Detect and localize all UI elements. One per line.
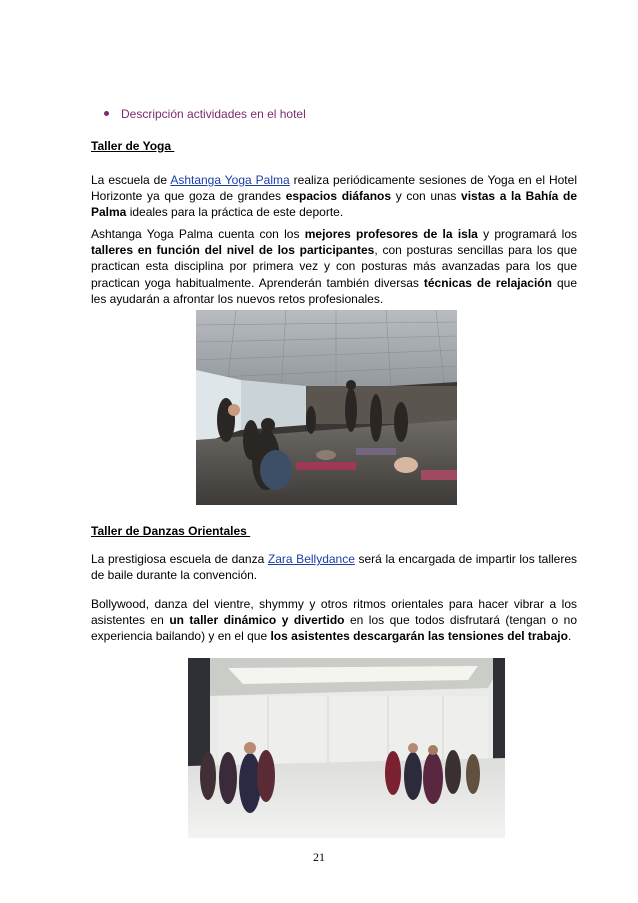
yoga-class-photo [196, 310, 457, 505]
bullet-dot-icon [104, 111, 109, 116]
link-zara-bellydance[interactable]: Zara Bellydance [267, 552, 355, 566]
link-ashtanga-yoga-palma[interactable]: Ashtanga Yoga Palma [170, 173, 290, 187]
danza-paragraph-2: Bollywood, danza del vientre, shymmy y otros ritmos orientales para hacer vibrar a los asistentes en un taller dinámico y divertido en los que todos disfrutará (tengan o no experiencia bailando) y en el que los asistentes descargarán las tensiones del trabajo. [91, 597, 578, 644]
heading-yoga: Taller de Yoga [91, 139, 175, 153]
danza-paragraph-1: La prestigiosa escuela de danza Zara Bellydance será la encargada de impartir los talleres de baile durante la convención. [91, 552, 578, 583]
yoga-paragraph-1: La escuela de Ashtanga Yoga Palma realiza periódicamente sesiones de Yoga en el Hotel Horizonte ya que goza de grandes espacios diáfanos y con unas vistas a la Bahía de Palma ideales para la práctica de este deporte. [91, 173, 577, 220]
belly-dance-photo [188, 658, 505, 838]
page-number: 21 [313, 850, 325, 864]
heading-danza: Taller de Danzas Orientales [91, 524, 251, 538]
bullet-text: Descripción actividades en el hotel [121, 107, 306, 121]
bullet-item [104, 107, 306, 121]
yoga-paragraph-2: Ashtanga Yoga Palma cuenta con los mejores profesores de la isla y programará los talleres en función del nivel de los participantes, con posturas sencillas para los que practican esta disciplina por primera vez y con posturas más avanzadas para los que practican yoga habitualmente. Aprenderán también diversas técnicas de relajación que les ayudarán a afrontar los nuevos retos profesionales. [91, 227, 577, 306]
